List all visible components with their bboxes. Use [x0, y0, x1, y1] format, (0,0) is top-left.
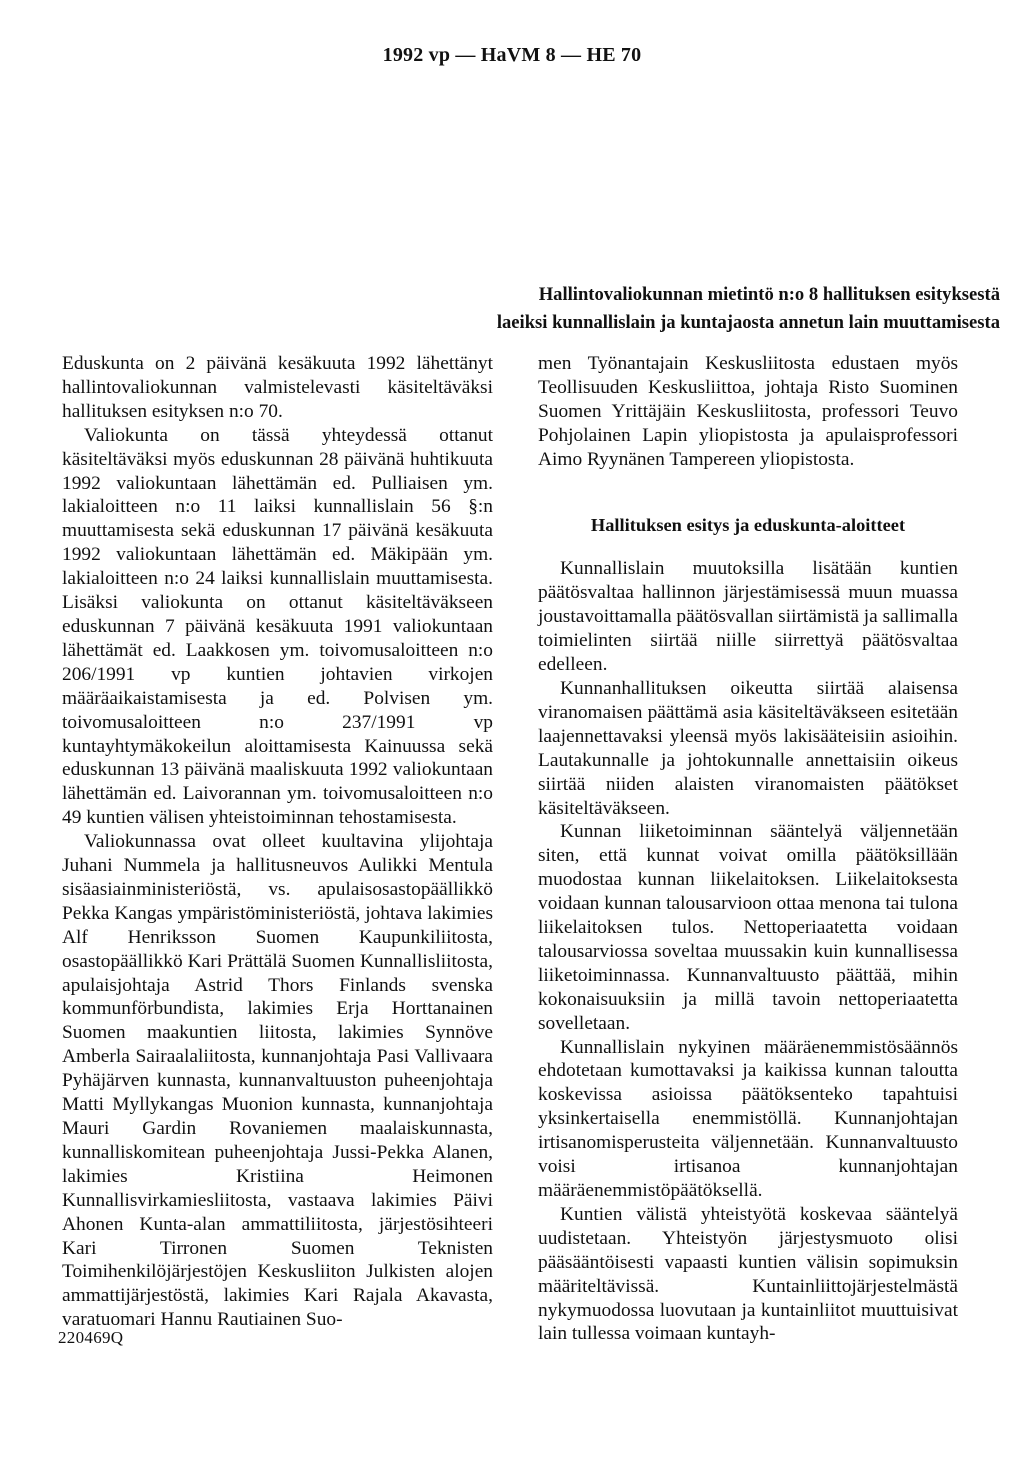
page-header: 1992 vp — HaVM 8 — HE 70 [382, 44, 642, 66]
footer-code: 220469Q [58, 1328, 124, 1347]
paragraph-decision-power: Kunnallislain muutoksilla lisätään kuntien päätösvaltaa hallinnon järjestämisessä muun muassa joustavoittamalla päätösvallan siirtämistä ja sallimalla toimielinten siirtää niille siirrettyä päätösvaltaa edelleen. [538, 558, 959, 676]
paragraph-initiatives: Valiokunta on tässä yhteydessä ottanut käsiteltäväksi myös eduskunnan 28 päivänä huhtikuuta 1992 valiokuntaan lähettämän ed. Pulliaisen ym. lakialoitteen n:o 11 laiksi kunnallislain 56 §:n muuttamisesta sekä eduskunnan 17 päivänä kesäkuuta 1992 valiokuntaan lähettämän ed. Mäkipään ym. lakialoitteen n:o 24 laiksi kunnallislain muuttamisesta. Lisäksi valiokunta on ottanut käsiteltäväkseen eduskunnan 7 päivänä kesäkuuta 1991 valiokuntaan lähettämät ed. Laakkosen ym. toivomusaloitteen n:o 206/1991 vp kuntien johtavien virkojen määräaikaistamisesta ja ed. Polvisen ym. toivomusaloitteen n:o 237/1991 vp kuntayhtymäkokeilun aloittamisesta Kainuussa sekä eduskunnan 13 päivänä maaliskuuta 1992 valiokuntaan lähettämän ed. Laivorannan ym. toivomusaloitteen n:o 49 kuntien välisen yhteistoiminnan tehostamisesta. [62, 424, 493, 829]
document-title-line-1: Hallintovaliokunnan mietintö n:o 8 hallituksen esityksestä [538, 284, 1000, 305]
paragraph-cooperation: Kuntien välistä yhteistyötä koskevaa sääntelyä uudistetaan. Yhteistyön järjestysmuoto olisi pääsääntöisesti vapaasti kuntien välisin sopimuksin määriteltävissä. Kuntainliittojärjestelmästä nykymuodossa luovutaan ja kuntainliitot muuttuisivat lain tullessa voimaan kuntayh- [538, 1203, 958, 1345]
document-title [340, 281, 1000, 337]
right-column [538, 352, 958, 1346]
left-column [62, 352, 493, 1332]
paragraph-transfer-rights: Kunnanhallituksen oikeutta siirtää alaisensa viranomaisen päättämä asia käsiteltäväkseen esitetään laajennettavaksi yleensä myös lakisääteisiin asioihin. Lautakunnalle ja johtokunnalle annettaisiin oikeus siirtää niiden alaisten viranomaisten päätökset käsiteltäväkseen. [538, 677, 958, 819]
paragraph-referral: Eduskunta on 2 päivänä kesäkuuta 1992 lähettänyt hallintovaliokunnan valmistelevasti käsiteltäväksi hallituksen esityksen n:o 70. [62, 353, 493, 422]
section-heading: Hallituksen esitys ja eduskunta-aloitteet [590, 514, 906, 535]
paragraph-experts-continued: men Työnantajain Keskusliitosta edustaen myös Teollisuuden Keskusliittoa, johtaja Risto Suominen Suomen Yrittäjäin Keskusliitosta, professori Teuvo Pohjolainen Lapin yliopistosta ja apulaisprofessori Aimo Ryynänen Tampereen yliopistosta. [538, 353, 958, 470]
document-title-line-2: laeiksi kunnallislain ja kuntajaosta annetun lain muuttamisesta [496, 312, 1000, 333]
paragraph-majority-rule: Kunnallislain nykyinen määräenemmistösäännös ehdotetaan kumottavaksi ja kaikissa kunnan taloutta koskevissa asioissa päätöksenteko tapahtuisi yksinkertaisella enemmistöllä. Kunnanjohtajan irtisanomisperusteita väljennetään. Kunnanvaltuusto voisi irtisanoa kunnanjohtajan määräenemmistöpäätöksellä. [538, 1036, 958, 1201]
paragraph-experts-heard: Valiokunnassa ovat olleet kuultavina ylijohtaja Juhani Nummela ja hallitusneuvos Aulikki Mentula sisäasiainministeriöstä, vs. apulaisosastopäällikkö Pekka Kangas ympäristöministeriöstä, johtava lakimies Alf Henriksson Suomen Kaupunkiliitosta, osastopäällikkö Kari Prättälä Suomen Kunnallisliitosta, apulaisjohtaja Astrid Thors Finlands svenska kommunförbundista, lakimies Erja Horttanainen Suomen maakuntien liitosta, lakimies Synnöve Amberla Sairaalaliitosta, kunnanjohtaja Pasi Vallivaara Pyhäjärven kunnasta, kunnanvaltuuston puheenjohtaja Matti Myllykangas Muonion kunnasta, kunnanjohtaja Mauri Gardin Rovaniemen maalaiskunnasta, kunnalliskomitean puheenjohtaja Jussi-Pekka Alanen, lakimies Kristiina Heimonen Kunnallisvirkamiesliitosta, vastaava lakimies Päivi Ahonen Kunta-alan ammattiliitosta, järjestösihteeri Kari Tirronen Suomen Teknisten Toimihenkilöjärjestöjen Keskusliiton Julkisten alojen ammattijärjestöstä, lakimies Kari Rajala Akavasta, varatuomari Hannu Rautiainen Suo- [62, 831, 493, 1331]
paragraph-business-regulation: Kunnan liiketoiminnan sääntelyä väljennetään siten, että kunnat voivat omilla päätöksillään muodostaa kunnan liikelaitoksen. Liikelaitoksesta voidaan kunnan talousarvioon ottaa menona tai tulona liikelaitoksen tulos. Nettoperiaatetta voidaan talousarviossa soveltaa muussakin kuin kunnallisessa liiketoiminnassa. Kunnanvaltuusto päättää, mihin kokonaisuuksiin ja millä tavoin nettoperiaatetta sovelletaan. [538, 821, 959, 1034]
